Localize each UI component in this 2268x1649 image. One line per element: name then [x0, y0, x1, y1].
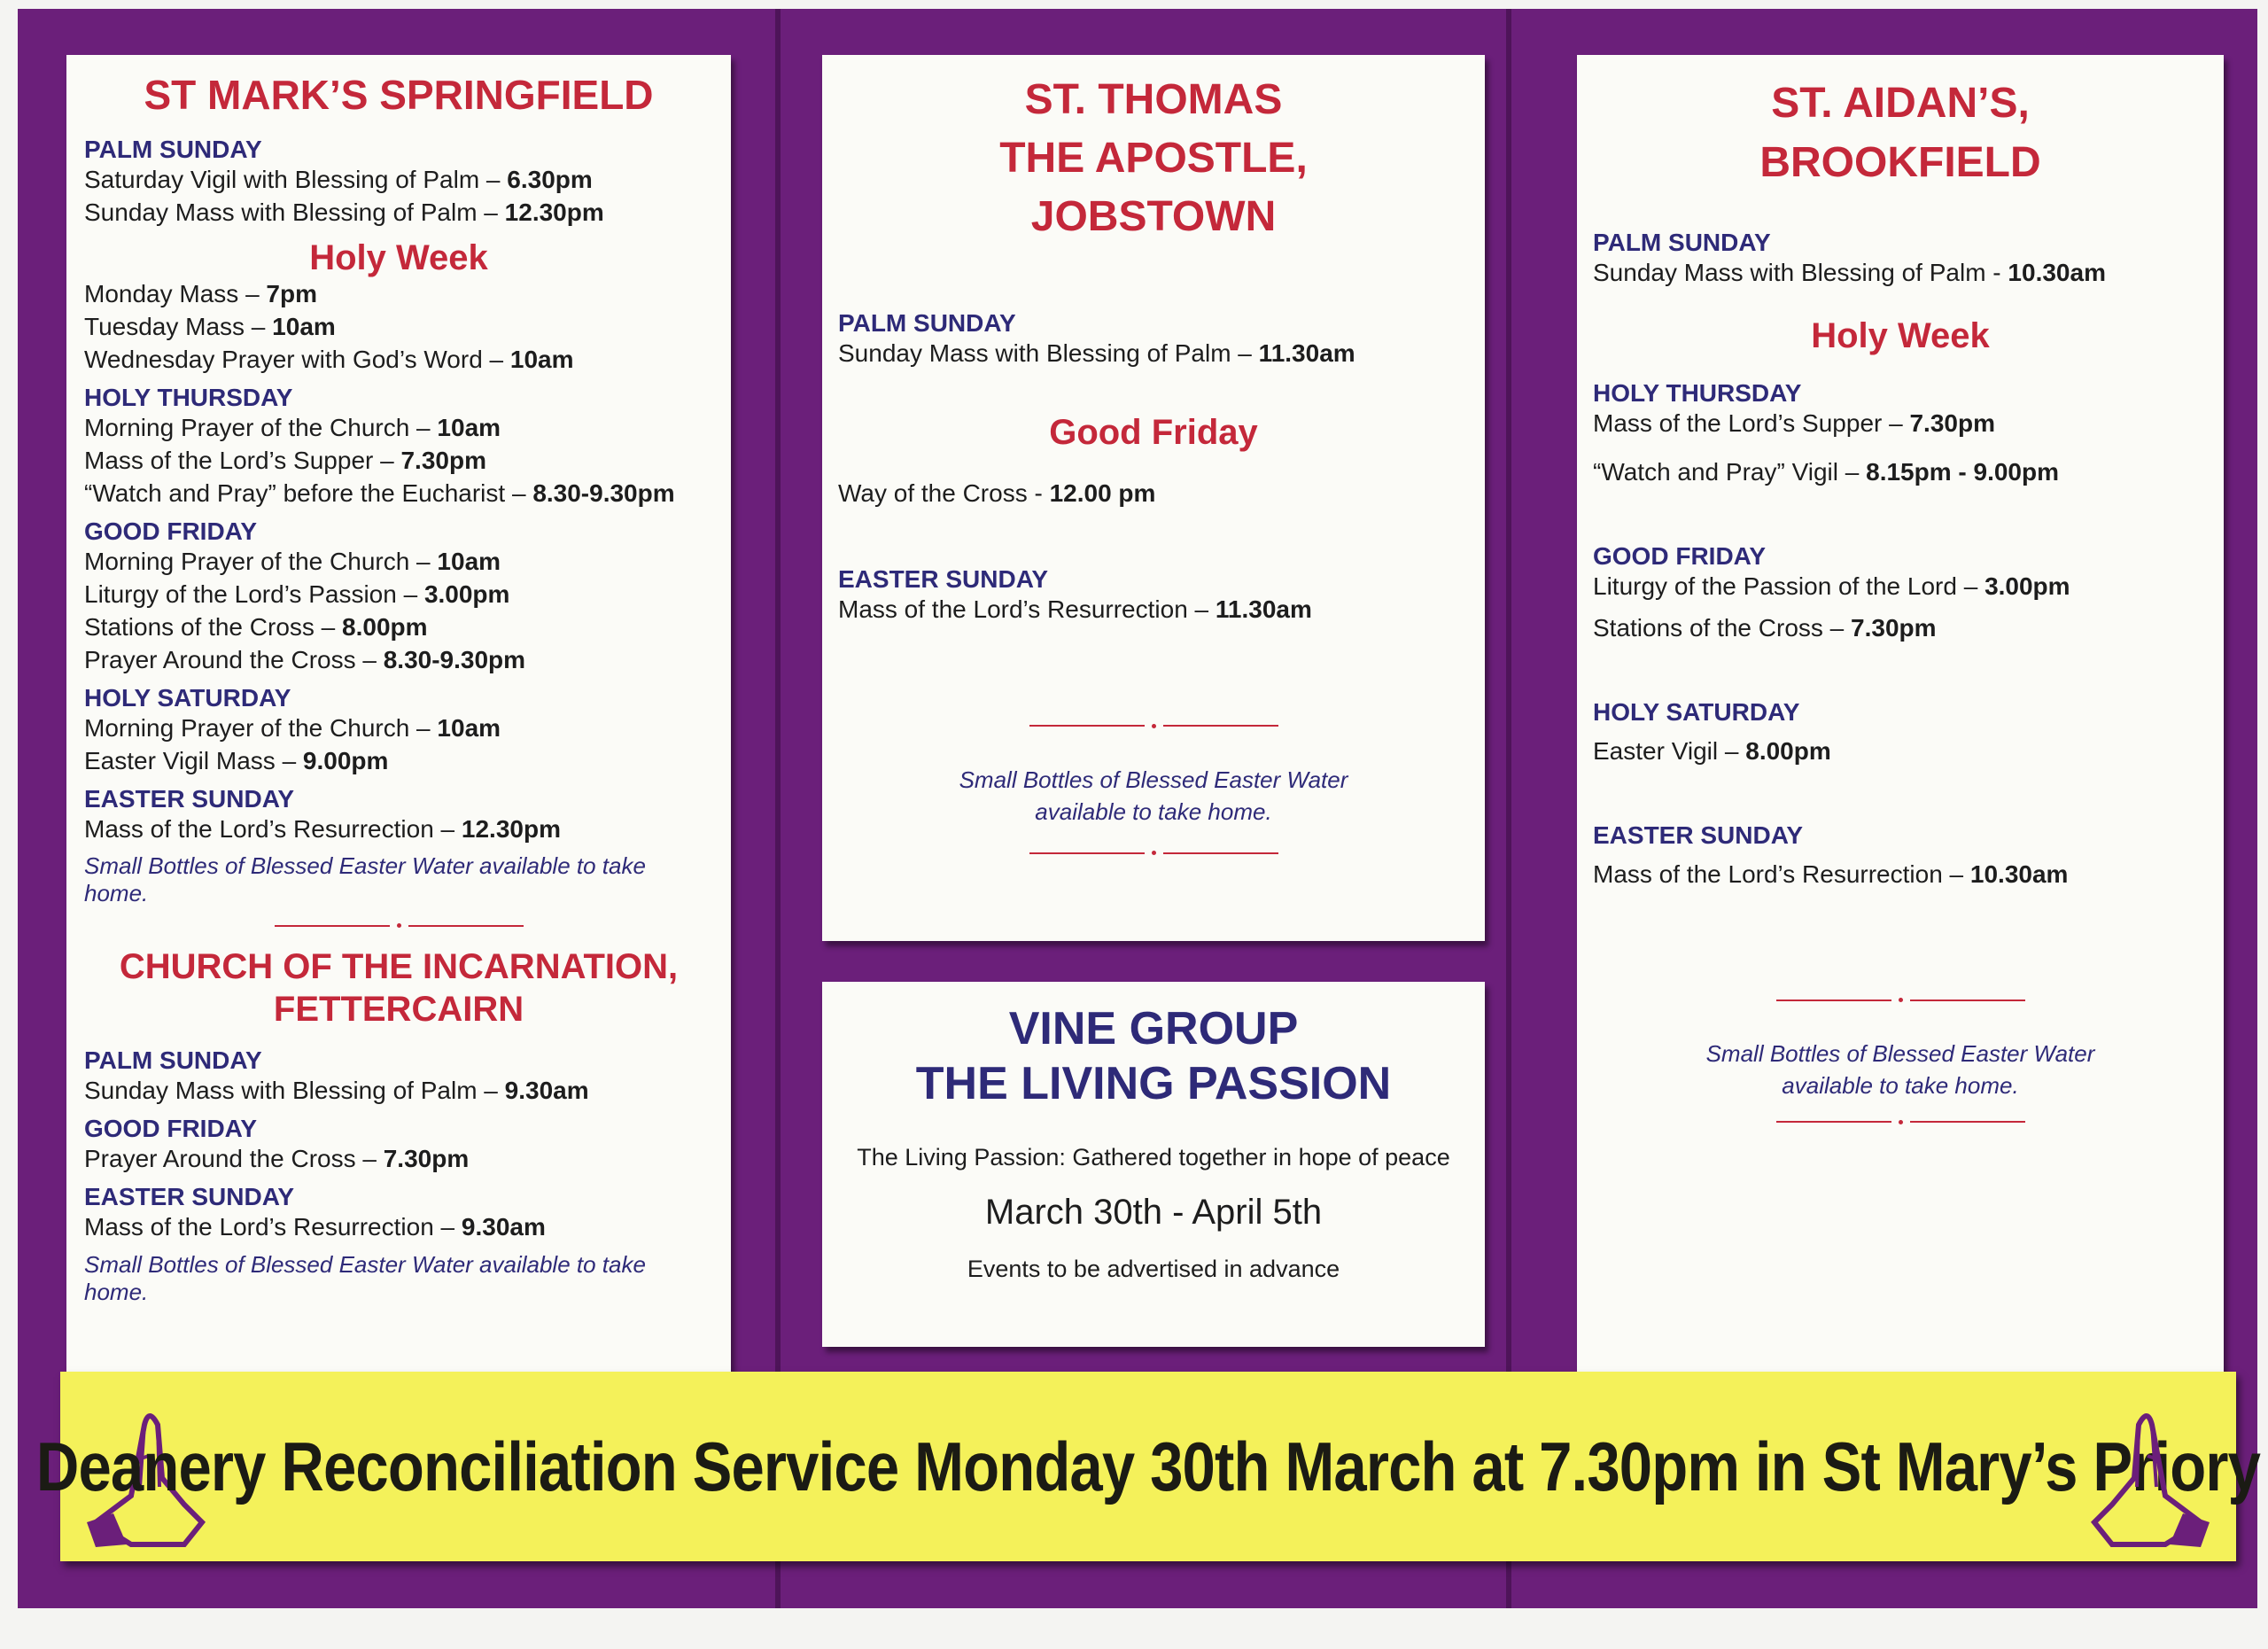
schedule-line: Monday Mass – 7pm: [84, 280, 317, 308]
fold-line: [775, 9, 781, 1608]
schedule-line: Mass of the Lord’s Resurrection – 10.30am: [1593, 860, 2069, 889]
day-heading: PALM SUNDAY: [84, 1046, 262, 1075]
schedule-line: Liturgy of the Lord’s Passion – 3.00pm: [84, 579, 510, 608]
easter-water-note: Small Bottles of Blessed Easter Water: [959, 766, 1348, 793]
section-heading: Holy Week: [309, 238, 488, 278]
event-title: VINE GROUP: [1008, 1003, 1299, 1054]
divider: [84, 923, 713, 928]
event-description: The Living Passion: Gathered together in hope of peace: [857, 1143, 1450, 1171]
schedule-line: Mass of the Lord’s Supper – 7.30pm: [84, 446, 486, 474]
panel-st-aidans: [1577, 55, 2224, 1375]
day-heading: GOOD FRIDAY: [84, 517, 257, 545]
day-heading: HOLY THURSDAY: [84, 383, 293, 411]
praying-hands-icon: [2085, 1389, 2218, 1549]
schedule-line: Liturgy of the Passion of the Lord – 3.00pm: [1593, 572, 2070, 601]
schedule-line: Easter Vigil Mass – 9.00pm: [84, 746, 389, 774]
schedule-line: Mass of the Lord’s Resurrection – 12.30pm: [84, 814, 561, 843]
schedule-line: Sunday Mass with Blessing of Palm – 11.30am: [838, 338, 1355, 367]
church-title: CHURCH OF THE INCARNATION,: [119, 947, 679, 987]
schedule-line: Sunday Mass with Blessing of Palm – 12.30pm: [84, 198, 604, 227]
day-heading: GOOD FRIDAY: [84, 1115, 257, 1143]
schedule-line: Morning Prayer of the Church – 10am: [84, 547, 501, 575]
easter-water-note: Small Bottles of Blessed Easter Water: [1705, 1040, 2095, 1068]
day-heading: PALM SUNDAY: [838, 308, 1016, 337]
day-heading: EASTER SUNDAY: [1593, 821, 1804, 850]
schedule-line: Mass of the Lord’s Resurrection – 9.30am: [84, 1213, 546, 1241]
section-heading: Good Friday: [1049, 412, 1258, 452]
event-note: Events to be advertised in advance: [967, 1255, 1340, 1282]
section-heading: Holy Week: [1811, 316, 1990, 356]
schedule-line: Mass of the Lord’s Supper – 7.30pm: [1593, 409, 1995, 438]
panel-st-thomas: [822, 55, 1485, 941]
day-heading: EASTER SUNDAY: [84, 784, 295, 813]
church-title: ST. AIDAN’S,: [1771, 80, 2030, 127]
day-heading: GOOD FRIDAY: [1593, 542, 1766, 571]
day-heading: PALM SUNDAY: [1593, 229, 1771, 257]
schedule-line: Stations of the Cross – 8.00pm: [84, 612, 428, 641]
schedule-line: Sunday Mass with Blessing of Palm – 9.30am: [84, 1077, 589, 1105]
church-title: ST. THOMAS: [1024, 76, 1283, 123]
church-title: FETTERCAIRN: [273, 990, 524, 1030]
schedule-line: Saturday Vigil with Blessing of Palm – 6.30pm: [84, 166, 593, 194]
schedule-line: “Watch and Pray” before the Eucharist – 8.30-9.30pm: [84, 478, 675, 507]
easter-water-note: Small Bottles of Blessed Easter Water available to take home.: [84, 1251, 646, 1306]
schedule-line: Wednesday Prayer with God’s Word – 10am: [84, 346, 574, 373]
day-heading: EASTER SUNDAY: [84, 1183, 295, 1211]
easter-water-note: available to take home.: [1782, 1072, 2019, 1100]
divider: [838, 724, 1469, 728]
schedule-line: Prayer Around the Cross – 7.30pm: [84, 1145, 470, 1173]
panel-st-marks: [66, 55, 731, 1375]
event-title: THE LIVING PASSION: [915, 1058, 1392, 1110]
day-heading: HOLY SATURDAY: [1593, 698, 1800, 727]
schedule-line: Morning Prayer of the Church – 10am: [84, 413, 501, 441]
church-title: THE APOSTLE,: [999, 135, 1308, 183]
day-heading: HOLY SATURDAY: [84, 683, 291, 712]
divider: [1593, 998, 2208, 1002]
divider: [1593, 1120, 2208, 1124]
divider: [838, 851, 1469, 855]
schedule-line: Tuesday Mass – 10am: [84, 313, 336, 341]
easter-water-note: available to take home.: [1035, 797, 1272, 825]
schedule-line: Sunday Mass with Blessing of Palm - 10.30am: [1593, 259, 2106, 287]
day-heading: HOLY THURSDAY: [1593, 379, 1802, 408]
easter-water-note: Small Bottles of Blessed Easter Water available to take home.: [84, 852, 646, 907]
panel-vine-group: [822, 982, 1485, 1347]
reconciliation-banner: [35, 1372, 2261, 1561]
schedule-line: Morning Prayer of the Church – 10am: [84, 713, 501, 742]
day-heading: PALM SUNDAY: [84, 136, 262, 164]
church-title: JOBSTOWN: [1030, 193, 1277, 241]
schedule-line: Stations of the Cross – 7.30pm: [1593, 614, 1937, 642]
day-heading: EASTER SUNDAY: [838, 564, 1049, 593]
schedule-line: Way of the Cross - 12.00 pm: [838, 478, 1156, 507]
schedule-line: Easter Vigil – 8.00pm: [1593, 737, 1831, 766]
schedule-line: Prayer Around the Cross – 8.30-9.30pm: [84, 645, 526, 673]
church-title: BROOKFIELD: [1759, 139, 2041, 187]
event-dates: March 30th - April 5th: [984, 1192, 1323, 1232]
banner-text: Deanery Reconciliation Service Monday 30th March at 7.30pm in St Mary’s Priory: [35, 1427, 2261, 1505]
schedule-line: “Watch and Pray” Vigil – 8.15pm - 9.00pm: [1593, 458, 2059, 486]
church-title: ST MARK’S SPRINGFIELD: [144, 72, 654, 118]
schedule-line: Mass of the Lord’s Resurrection – 11.30am: [838, 595, 1312, 623]
fold-line: [1506, 9, 1511, 1608]
